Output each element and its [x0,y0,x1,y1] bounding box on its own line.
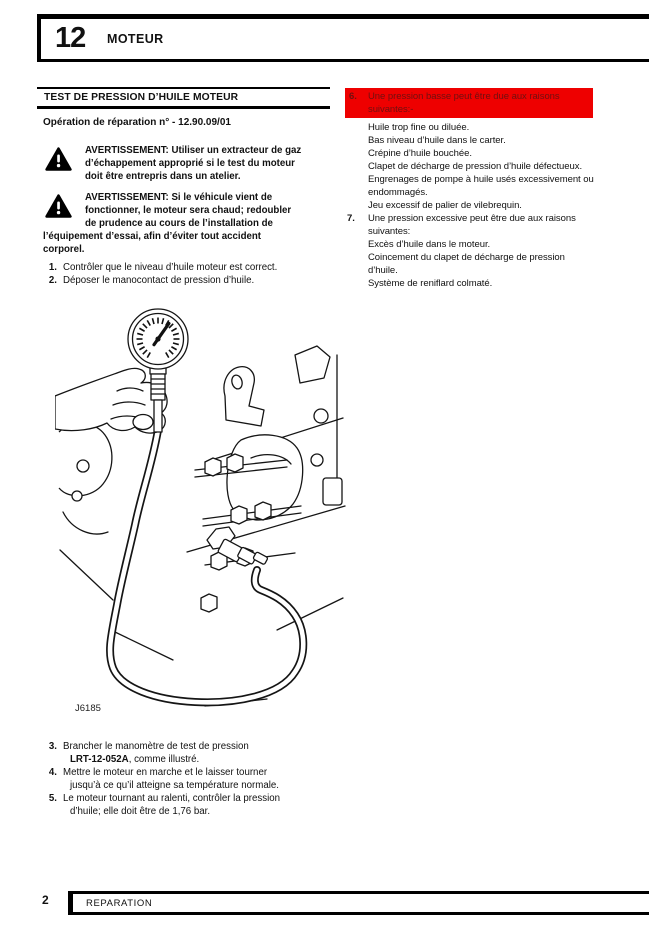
warning-line: corporel. [43,244,85,255]
step-number: 4. [48,767,57,778]
chapter-header-box [37,14,649,62]
warning-icon [45,147,72,177]
section-rule-top [37,87,330,89]
right-column [345,88,607,290]
step-text: Contrôler que le niveau d’huile moteur est correct. [63,262,278,273]
item-line: suivantes:- [368,104,414,115]
item-line: suivantes: [368,226,411,237]
procedure-steps-top [43,261,277,287]
item-line: Une pression excessive peut être due aux raisons [368,213,576,224]
warning-icon [45,194,72,224]
warning-line: doit être entrepris dans un atelier. [85,171,241,182]
step-number: 5. [48,793,57,804]
warning-line: AVERTISSEMENT: Utiliser un extracteur de gaz [85,145,302,156]
step-item [43,792,280,805]
cause-line: Coincement du clapet de décharge de pression [368,252,565,263]
section-rule-bottom [37,106,330,109]
cause-line: Excès d’huile dans le moteur. [368,239,491,250]
step-text: Brancher le manomètre de test de pression [63,741,249,752]
warning-text-2-overflow [43,230,261,256]
tool-reference: LRT-12-052A [70,754,129,765]
operation-number: Opération de réparation n° - 12.90.09/01 [43,117,231,128]
step-item [43,274,277,287]
step-number: 2. [48,275,57,286]
section-title: TEST DE PRESSION D’HUILE MOTEUR [44,92,239,103]
page-number: 2 [42,893,49,907]
cause-line: d’huile. [368,265,398,276]
item-number: 7. [347,213,355,224]
step-number: 1. [48,262,57,273]
engine-oil-pressure-test-figure [55,300,350,710]
procedure-steps-bottom [43,740,280,818]
cause-line: Clapet de décharge de pression d’huile défectueux. [368,161,583,172]
cause-line: endommagés. [368,187,428,198]
footer-box [68,891,649,915]
chapter-number: 12 [55,22,86,54]
thumb-tip [133,415,153,430]
warning-text-1 [85,144,301,183]
step-item [43,766,280,779]
step-number: 3. [48,741,57,752]
item-number: 6. [349,91,357,102]
warning-line: de prudence au cours de l’installation de [85,218,273,229]
step-text: , comme illustré. [128,754,200,765]
step-text-continuation: d’huile; elle doit être de 1,76 bar. [70,806,211,817]
figure-label: J6185 [75,703,101,714]
step-text-continuation: jusqu’à ce qu’il atteigne sa température normale. [70,780,279,791]
warning-line: d’échappement approprié si le test du moteur [85,158,295,169]
step-item [43,740,280,753]
warning-line: fonctionner, le moteur sera chaud; redoubler [85,205,292,216]
warning-line: l’équipement d’essai, afin d’éviter tout accident [43,231,262,242]
cause-line: Crépine d’huile bouchée. [368,148,472,159]
step-text: Mettre le moteur en marche et le laisser tourner [63,767,268,778]
warning-line: AVERTISSEMENT: Si le véhicule vient de [85,192,273,203]
cause-line: Huile trop fine ou diluée. [368,122,470,133]
step-text: Déposer le manocontact de pression d’huile. [63,275,255,286]
step-text: Le moteur tournant au ralenti, contrôler la pression [63,793,281,804]
highlighted-item-6 [345,88,593,118]
item-line: Une pression basse peut être due aux raisons [368,91,560,102]
step-item [43,261,277,274]
cause-line: Engrenages de pompe à huile usés excessivement ou [368,174,594,185]
cause-line: Bas niveau d’huile dans le carter. [368,135,506,146]
pressure-gauge [128,309,188,369]
cause-line: Système de reniflard colmaté. [368,278,493,289]
footer-section-label: REPARATION [86,898,153,909]
cause-line: Jeu excessif de palier de vilebrequin. [368,200,522,211]
warning-text-2 [85,191,291,230]
step-text-continuation [43,753,280,766]
chapter-title: MOTEUR [107,32,164,46]
item-7 [345,212,607,238]
